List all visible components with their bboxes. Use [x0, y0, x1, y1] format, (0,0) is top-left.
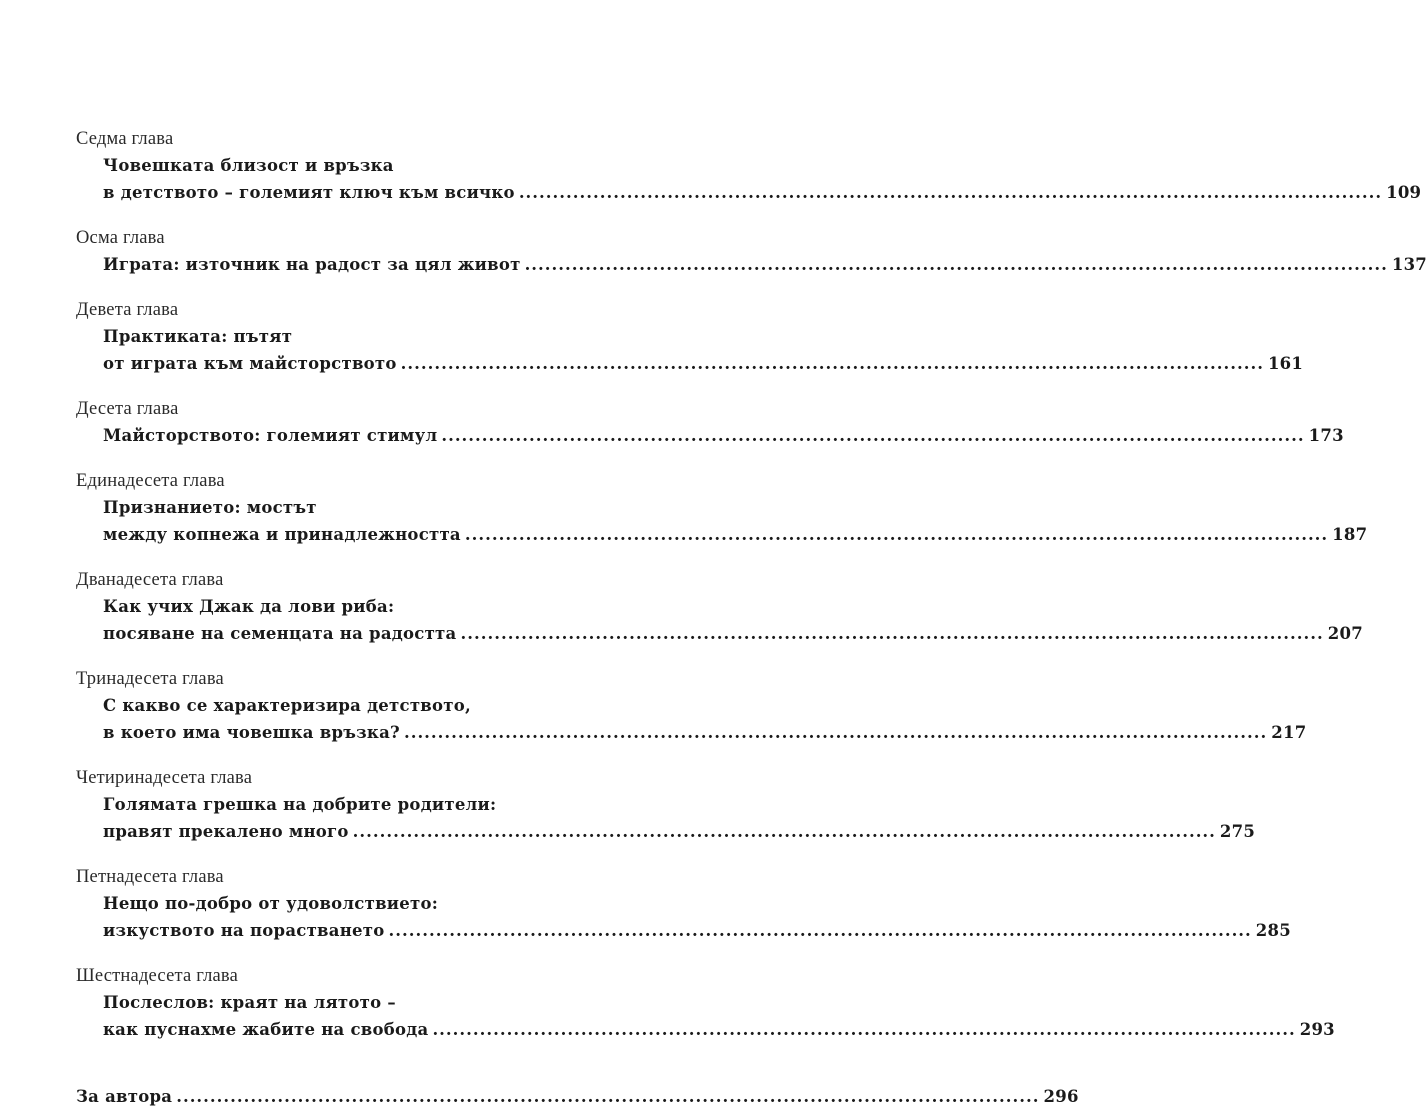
entry-title-line	[103, 251, 1427, 278]
entry-title-text: Нещо по-добро от удоволствието:	[103, 894, 439, 913]
dot-leader: ................................................................................................................................	[518, 183, 1383, 202]
entry-title-text: С какво се характеризира детството,	[103, 696, 471, 715]
toc-entry[interactable]	[76, 422, 1344, 449]
chapter-list	[76, 126, 1427, 1043]
entry-title-text: Човешката близост и връзка	[103, 156, 394, 175]
entry-title-text: правят прекалено много	[103, 822, 349, 841]
toc-chapter-7	[76, 666, 1307, 746]
chapter-label: Тринадесета глава	[76, 669, 224, 689]
toc-chapter-6	[76, 567, 1363, 647]
entry-title-text: Играта: източник на радост за цял живот	[103, 255, 521, 274]
divider	[76, 1062, 598, 1063]
dot-leader: ................................................................................................................................	[460, 624, 1324, 643]
page-number: 161	[1267, 354, 1304, 373]
toc-entry[interactable]	[76, 251, 1427, 278]
page-number: 207	[1327, 624, 1363, 643]
entry-title-line	[103, 791, 598, 818]
chapter-label: Шестнадесета глава	[76, 966, 239, 986]
entry-title-text: от играта към майсторството	[103, 354, 397, 373]
entry-title-line	[103, 620, 1363, 647]
entry-title-text: Практиката: пътят	[103, 327, 293, 346]
toc-entry[interactable]	[76, 494, 1368, 548]
page-number: 109	[1386, 183, 1422, 202]
dot-leader: ................................................................................................................................	[388, 921, 1252, 940]
chapter-label: Четиринадесета глава	[76, 768, 253, 788]
entry-title-line	[103, 719, 1307, 746]
entry-title-line	[103, 323, 598, 350]
entry-title-line	[103, 692, 598, 719]
entry-title-text: Майсторството: големият стимул	[103, 426, 438, 445]
dot-leader: ................................................................................................................................	[176, 1087, 1040, 1106]
entry-title-text: между копнежа и принадлежността	[103, 525, 461, 544]
entry-title-text: Послеслов: краят на лятото –	[103, 993, 396, 1012]
page-number: 187	[1332, 525, 1368, 544]
dot-leader: ................................................................................................................................	[352, 822, 1216, 841]
toc-chapter-4	[76, 396, 1344, 449]
table-of-contents	[76, 126, 1427, 1110]
page-number: 275	[1219, 822, 1256, 841]
entry-title-line	[103, 989, 598, 1016]
dot-leader: ................................................................................................................................	[464, 525, 1329, 544]
chapter-label: Осма глава	[76, 228, 165, 248]
dot-leader: ................................................................................................................................	[432, 1020, 1296, 1039]
entry-title-line	[103, 1016, 1335, 1043]
entry-title-line	[103, 593, 598, 620]
chapter-label: Девета глава	[76, 300, 179, 320]
entry-title-line	[103, 818, 1256, 845]
entry-title-line	[103, 890, 598, 917]
page-number: 293	[1299, 1020, 1335, 1039]
dot-leader: ................................................................................................................................	[400, 354, 1264, 373]
page-number: 173	[1308, 426, 1344, 445]
dot-leader: ................................................................................................................................	[524, 255, 1388, 274]
page-number: 296	[1043, 1087, 1079, 1106]
dot-leader: ................................................................................................................................	[441, 426, 1305, 445]
entry-title-text: Как учих Джак да лови риба:	[103, 597, 395, 616]
entry-title-text: Голямата грешка на добрите родители:	[103, 795, 497, 814]
toc-entry[interactable]	[76, 152, 1422, 206]
entry-title-line	[103, 422, 1344, 449]
page-number: 137	[1391, 255, 1427, 274]
toc-chapter-9	[76, 864, 1291, 944]
toc-entry[interactable]	[76, 989, 1335, 1043]
entry-title-line	[103, 494, 598, 521]
toc-chapter-3	[76, 297, 1304, 377]
toc-chapter-1	[76, 126, 1422, 206]
chapter-label: Седма глава	[76, 129, 174, 149]
dot-leader: ................................................................................................................................	[403, 723, 1268, 742]
chapter-label: Дванадесета глава	[76, 570, 224, 590]
chapter-label: Петнадесета глава	[76, 867, 224, 887]
author-entry-title: За автора	[76, 1087, 173, 1106]
entry-title-line	[103, 521, 1368, 548]
toc-chapter-2	[76, 225, 1427, 278]
page-number: 217	[1271, 723, 1307, 742]
entry-title-text: в детството – големият ключ към всичко	[103, 183, 515, 202]
chapter-label: Единадесета глава	[76, 471, 225, 491]
page-number: 285	[1255, 921, 1291, 940]
toc-entry[interactable]	[76, 890, 1291, 944]
entry-title-text: Признанието: мостът	[103, 498, 317, 517]
entry-title-line	[103, 917, 1291, 944]
entry-title-line	[103, 152, 598, 179]
entry-title-text: как пуснахме жабите на свобода	[103, 1020, 429, 1039]
toc-chapter-8	[76, 765, 1256, 845]
entry-title-text: в което има човешка връзка?	[103, 723, 400, 742]
toc-entry[interactable]	[76, 692, 1307, 746]
entry-title-text: посяване на семенцата на радостта	[103, 624, 457, 643]
entry-title-line	[103, 179, 1422, 206]
entry-title-line	[103, 350, 1304, 377]
toc-entry[interactable]	[76, 593, 1363, 647]
toc-chapter-5	[76, 468, 1368, 548]
toc-entry[interactable]	[76, 791, 1256, 845]
entry-title-text: изкуството на порастването	[103, 921, 385, 940]
toc-entry-author[interactable]	[76, 1083, 1079, 1110]
chapter-label: Десета глава	[76, 399, 179, 419]
toc-chapter-10	[76, 963, 1335, 1043]
toc-entry[interactable]	[76, 323, 1304, 377]
